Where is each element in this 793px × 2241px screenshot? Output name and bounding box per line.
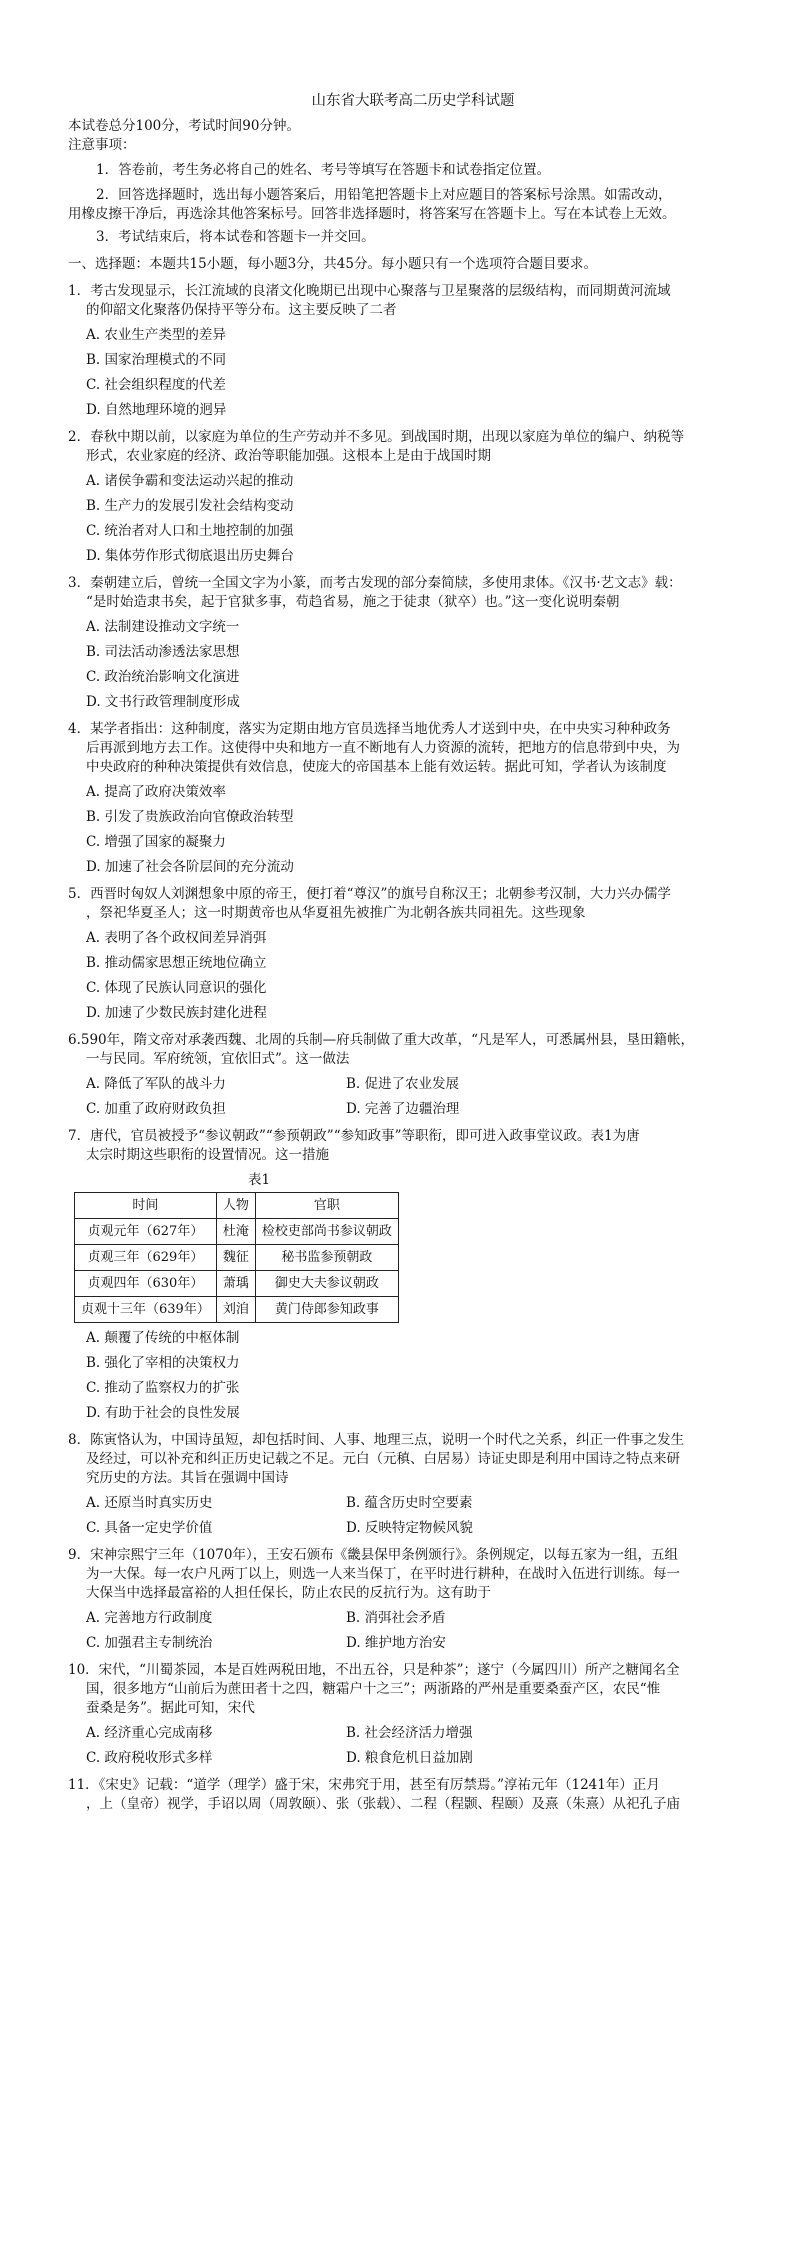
data-table bbox=[74, 1192, 399, 1323]
answer-option[interactable]: D. 反映特定物候风貌 bbox=[346, 1520, 473, 1536]
question-stem bbox=[68, 428, 758, 466]
stem-line: 2．春秋中期以前，以家庭为单位的生产劳动并不多见。到战国时期，出现以家庭为单位的编户、纳税等 bbox=[68, 429, 685, 445]
answer-option-row bbox=[86, 1634, 758, 1653]
stem-line: 4．某学者指出：这种制度，落实为定期由地方官员选择当地优秀人才送到中央，在中央实习种种政务 bbox=[68, 721, 671, 737]
answer-option-row bbox=[86, 1494, 758, 1513]
answer-option[interactable]: C. 统治者对人口和土地控制的加强 bbox=[86, 523, 294, 539]
answer-option-row bbox=[86, 1519, 758, 1538]
question-stem bbox=[68, 1661, 758, 1718]
stem-line: 形式，农业家庭的经济、政治等职能加强。这根本上是由于战国时期 bbox=[86, 448, 491, 464]
answer-option-row bbox=[86, 1749, 758, 1768]
notes-title: 注意事项： bbox=[68, 137, 136, 153]
answer-option[interactable]: D. 加速了社会各阶层间的充分流动 bbox=[86, 859, 294, 875]
exam-intro: 本试卷总分100分，考试时间90分钟。 bbox=[68, 118, 300, 134]
stem-line: 11．《宋史》记载：“道学（理学）盛于宋，宋弗究于用，甚至有厉禁焉。”淳祐元年（1241年）正月 bbox=[68, 1777, 660, 1793]
answer-option[interactable]: B. 促进了农业发展 bbox=[346, 1076, 460, 1092]
question-stem bbox=[68, 282, 758, 320]
note-3: 3．考试结束后，将本试卷和答题卡一并交回。 bbox=[96, 229, 375, 245]
question-8 bbox=[68, 1431, 758, 1538]
answer-option[interactable]: B. 推动儒家思想正统地位确立 bbox=[86, 955, 267, 971]
answer-option[interactable]: D. 有助于社会的良性发展 bbox=[86, 1405, 240, 1421]
table-caption: 表1 bbox=[248, 1172, 271, 1188]
table-cell: 秘书监参预朝政 bbox=[255, 1245, 398, 1271]
table-cell: 刘洎 bbox=[216, 1297, 255, 1323]
stem-line: 中央政府的种种决策提供有效信息，使庞大的帝国基本上能有效运转。据此可知，学者认为该制度 bbox=[86, 759, 667, 775]
question-2 bbox=[68, 428, 758, 566]
answer-option[interactable]: C. 社会组织程度的代差 bbox=[86, 377, 226, 393]
answer-option[interactable]: A. 法制建设推动文字统一 bbox=[86, 619, 240, 635]
table-row bbox=[75, 1297, 399, 1323]
question-stem bbox=[68, 720, 758, 777]
answer-option[interactable]: B. 社会经济活力增强 bbox=[346, 1725, 473, 1741]
question-10 bbox=[68, 1661, 758, 1768]
answer-option-row bbox=[86, 1100, 758, 1119]
stem-line: ，上（皇帝）视学，手诏以周（周敦颐）、张（张载）、二程（程颢、程颐）及熹（朱熹）从祀孔子庙 bbox=[86, 1796, 680, 1812]
answer-option[interactable]: C. 加重了政府财政负担 bbox=[86, 1101, 226, 1117]
question-stem bbox=[68, 1546, 758, 1603]
question-stem bbox=[68, 574, 758, 612]
answer-option[interactable]: D. 自然地理环境的迥异 bbox=[86, 402, 227, 418]
answer-option[interactable]: C. 体现了民族认同意识的强化 bbox=[86, 980, 267, 996]
stem-line: 及经过，可以补充和纠正历史记载之不足。元白（元稹、白居易）诗证史即是利用中国诗之特点来研 bbox=[86, 1451, 680, 1467]
question-9 bbox=[68, 1546, 758, 1653]
table-cell: 魏征 bbox=[216, 1245, 255, 1271]
answer-option[interactable]: A. 表明了各个政权间差异消弭 bbox=[86, 930, 267, 946]
stem-line: 后再派到地方去工作。这使得中央和地方一直不断地有人力资源的流转，把地方的信息带到中央，为 bbox=[86, 740, 680, 756]
answer-option[interactable]: A. 提高了政府决策效率 bbox=[86, 784, 226, 800]
stem-line: 太宗时期这些职衔的设置情况。这一措施 bbox=[86, 1147, 329, 1163]
answer-option[interactable]: B. 消弭社会矛盾 bbox=[346, 1610, 446, 1626]
table-cell: 贞观元年（627年） bbox=[75, 1219, 217, 1245]
table-header-cell: 人物 bbox=[216, 1193, 255, 1219]
answer-option[interactable]: A. 颠覆了传统的中枢体制 bbox=[86, 1330, 240, 1346]
note-2: 2．回答选择题时，选出每小题答案后，用铅笔把答题卡上对应题目的答案标号涂黑。如需改动， bbox=[96, 187, 672, 203]
answer-option[interactable]: C. 政治统治影响文化演进 bbox=[86, 669, 240, 685]
question-stem bbox=[68, 1127, 758, 1165]
answer-option[interactable]: B. 司法活动渗透法家思想 bbox=[86, 644, 240, 660]
answer-option-row bbox=[86, 1075, 758, 1094]
answer-option[interactable]: D. 文书行政管理制度形成 bbox=[86, 694, 240, 710]
table-cell: 杜淹 bbox=[216, 1219, 255, 1245]
answer-option[interactable]: C. 推动了监察权力的扩张 bbox=[86, 1380, 240, 1396]
stem-line: 蚕桑是务”。据此可知，宋代 bbox=[86, 1700, 255, 1716]
answer-option[interactable]: D. 完善了边疆治理 bbox=[346, 1101, 460, 1117]
table-row bbox=[75, 1245, 399, 1271]
question-stem bbox=[68, 885, 758, 923]
question-11 bbox=[68, 1776, 758, 1814]
stem-line: 究历史的方法。其旨在强调中国诗 bbox=[86, 1470, 289, 1486]
question-3 bbox=[68, 574, 758, 712]
note-2-cont: 用橡皮擦干净后，再选涂其他答案标号。回答非选择题时，将答案写在答题卡上。写在本试卷上无效。 bbox=[68, 206, 676, 222]
table-cell: 贞观十三年（639年） bbox=[75, 1297, 217, 1323]
table-header-cell: 时间 bbox=[75, 1193, 217, 1219]
stem-line: 10．宋代，“川蜀茶园，本是百姓两税田地，不出五谷，只是种茶”；遂宁（今属四川）所产之糖闻名全 bbox=[68, 1662, 680, 1678]
stem-line: 一与民同。军府统领，宜依旧式”。这一做法 bbox=[86, 1051, 350, 1067]
stem-line: 国，很多地方“山前后为蔗田者十之四，糖霜户十之三”；两浙路的严州是重要桑蚕产区，农民“惟 bbox=[86, 1681, 661, 1697]
answer-option[interactable]: D. 加速了少数民族封建化进程 bbox=[86, 1005, 267, 1021]
answer-option[interactable]: A. 经济重心完成南移 bbox=[86, 1725, 213, 1741]
answer-option[interactable]: B. 生产力的发展引发社会结构变动 bbox=[86, 498, 294, 514]
stem-line: 为一大保。每一农户凡两丁以上，则选一人来当保丁，在平时进行耕种，在战时入伍进行训练。每一 bbox=[86, 1566, 680, 1582]
answer-option[interactable]: C. 加强君主专制统治 bbox=[86, 1635, 213, 1651]
question-5 bbox=[68, 885, 758, 1023]
answer-option-row bbox=[86, 1724, 758, 1743]
answer-option[interactable]: A. 还原当时真实历史 bbox=[86, 1495, 213, 1511]
table-cell: 黄门侍郎参知政事 bbox=[255, 1297, 398, 1323]
answer-option-row bbox=[86, 1609, 758, 1628]
table-row bbox=[75, 1271, 399, 1297]
stem-line: 1．考古发现显示，长江流域的良渚文化晚期已出现中心聚落与卫星聚落的层级结构，而同期黄河流域 bbox=[68, 283, 671, 299]
answer-option[interactable]: C. 具备一定史学价值 bbox=[86, 1520, 213, 1536]
question-6 bbox=[68, 1031, 758, 1119]
stem-line: 8．陈寅恪认为，中国诗虽短，却包括时间、人事、地理三点，说明一个时代之关系，纠正一件事之发生 bbox=[68, 1432, 685, 1448]
stem-line: “是时始造隶书矣，起于官狱多事，苟趋省易，施之于徒隶（狱卒）也。”这一变化说明秦朝 bbox=[86, 594, 620, 610]
table-cell: 萧瑀 bbox=[216, 1271, 255, 1297]
answer-option[interactable]: A. 降低了军队的战斗力 bbox=[86, 1076, 226, 1092]
answer-option[interactable]: C. 增强了国家的凝聚力 bbox=[86, 834, 226, 850]
answer-option[interactable]: B. 国家治理模式的不同 bbox=[86, 352, 227, 368]
exam-title: 山东省大联考高二历史学科试题 bbox=[311, 93, 515, 109]
question-stem bbox=[68, 1431, 758, 1488]
table-cell: 贞观四年（630年） bbox=[75, 1271, 217, 1297]
question-stem bbox=[68, 1776, 758, 1814]
note-1: 1．答卷前，考生务必将自己的姓名、考号等填写在答题卡和试卷指定位置。 bbox=[96, 162, 551, 178]
table-cell: 检校吏部尚书参议朝政 bbox=[255, 1219, 398, 1245]
stem-line: 3．秦朝建立后，曾统一全国文字为小篆，而考古发现的部分秦简牍，多使用隶体。《汉书·艺文志》载： bbox=[68, 575, 682, 591]
table-header-cell: 官职 bbox=[255, 1193, 398, 1219]
question-4 bbox=[68, 720, 758, 877]
question-1 bbox=[68, 282, 758, 420]
exam-page bbox=[68, 92, 758, 1814]
answer-option[interactable]: D. 粮食危机日益加剧 bbox=[346, 1750, 473, 1766]
question-7 bbox=[68, 1127, 758, 1423]
section-1-heading: 一、选择题：本题共15小题，每小题3分，共45分。每小题只有一个选项符合题目要求。 bbox=[68, 256, 597, 272]
table-cell: 御史大夫参议朝政 bbox=[255, 1271, 398, 1297]
answer-option[interactable]: A. 诸侯争霸和变法运动兴起的推动 bbox=[86, 473, 294, 489]
table-cell: 贞观三年（629年） bbox=[75, 1245, 217, 1271]
answer-option[interactable]: A. 完善地方行政制度 bbox=[86, 1610, 213, 1626]
stem-line: 大保当中选择最富裕的人担任保长，防止农民的反抗行为。这有助于 bbox=[86, 1585, 491, 1601]
answer-option[interactable]: D. 集体劳作形式彻底退出历史舞台 bbox=[86, 548, 294, 564]
question-list bbox=[68, 282, 758, 1814]
stem-line: 的仰韶文化聚落仍保持平等分布。这主要反映了二者 bbox=[86, 302, 397, 318]
table-header-row bbox=[75, 1193, 399, 1219]
answer-option[interactable]: B. 强化了宰相的决策权力 bbox=[86, 1355, 240, 1371]
answer-option[interactable]: D. 维护地方治安 bbox=[346, 1635, 446, 1651]
stem-line: 7．唐代，官员被授予“参议朝政”“参预朝政”“参知政事”等职衔，即可进入政事堂议政。表1为唐 bbox=[68, 1128, 640, 1144]
answer-option[interactable]: C. 政府税收形式多样 bbox=[86, 1750, 213, 1766]
answer-option[interactable]: B. 引发了贵族政治向官僚政治转型 bbox=[86, 809, 294, 825]
stem-line: 5．西晋时匈奴人刘渊想象中原的帝王，便打着“尊汉”的旗号自称汉王；北朝参考汉制，大力兴办儒学 bbox=[68, 886, 671, 902]
answer-option[interactable]: B. 蕴含历史时空要素 bbox=[346, 1495, 473, 1511]
stem-line: ，祭祀华夏圣人；这一时期黄帝也从华夏祖先被推广为北朝各族共同祖先。这些现象 bbox=[86, 905, 586, 921]
stem-line: 6.590年，隋文帝对承袭西魏、北周的兵制—府兵制做了重大改革，“凡是军人，可悉属州县，垦田籍帐， bbox=[68, 1032, 695, 1048]
answer-option[interactable]: A. 农业生产类型的差异 bbox=[86, 327, 226, 343]
question-stem bbox=[68, 1031, 758, 1069]
stem-line: 9．宋神宗熙宁三年（1070年），王安石颁布《畿县保甲条例颁行》。条例规定，以每五家为一组，五组 bbox=[68, 1547, 678, 1563]
table-row bbox=[75, 1219, 399, 1245]
